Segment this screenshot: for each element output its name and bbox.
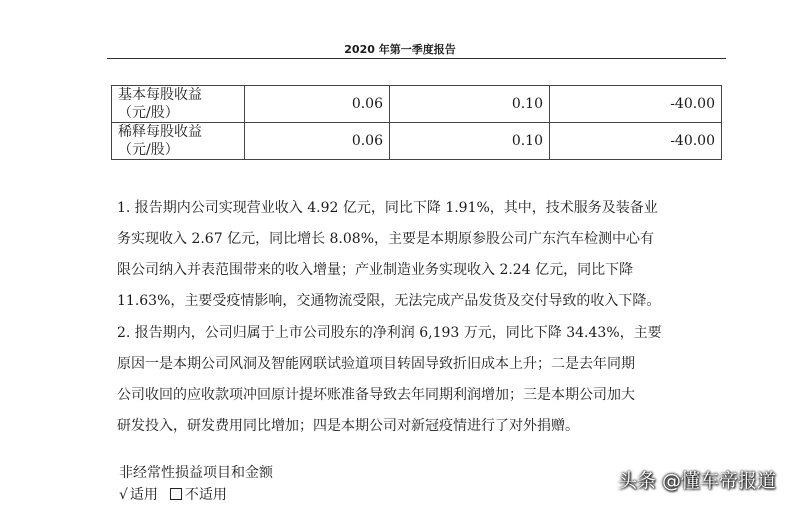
table-row [112,123,722,160]
paragraph-line: 1. 报告期内公司实现营业收入 4.92 亿元，同比下降 1.91%，其中，技术服务及装备业 [117,200,658,216]
option-applicable-label: 适用 [129,487,158,503]
row-label [112,123,245,160]
row-label-line: 稀释每股收益 [118,124,202,140]
paragraph-net-profit [117,318,722,442]
paragraph-line: 限公司纳入并表范围带来的收入增量；产业制造业务实现收入 2.24 亿元，同比下降 [117,262,634,278]
current-period-value: 0.06 [245,123,390,160]
non-recurring-title: 非经常性损益项目和金额 [119,465,273,481]
row-label-unit: （元/股） [118,105,179,121]
prior-period-value: 0.10 [390,123,550,160]
empty-checkbox-icon [170,488,182,500]
option-not-applicable-label: 不适用 [184,487,227,503]
header-divider [107,58,726,59]
row-label-unit: （元/股） [118,142,179,158]
eps-table [111,85,722,160]
row-label-line: 基本每股收益 [118,87,202,103]
paragraph-line: 原因一是本期公司风洞及智能网联试验道项目转固导致折旧成本上升；二是去年同期 [117,356,635,372]
prior-period-value: 0.10 [390,86,550,123]
current-period-value: 0.06 [245,86,390,123]
change-percent-value: -40.00 [550,86,722,123]
paragraph-line: 务实现收入 2.67 亿元，同比增长 8.08%，主要是本期原参股公司广东汽车检测中心有 [117,231,654,247]
paragraph-line: 2. 报告期内，公司归属于上市公司股东的净利润 6,193 万元，同比下降 34.43%，主要 [117,325,662,341]
paragraph-line: 11.63%，主要受疫情影响，交通物流受限，无法完成产品发货及交付导致的收入下降。 [117,293,661,309]
paragraph-revenue [117,193,722,317]
applicability-options [119,484,227,504]
paragraph-line: 研发投入，研发费用同比增加；四是本期公司对新冠疫情进行了对外捐赠。 [117,418,579,434]
row-label [112,86,245,123]
table-row [112,86,722,123]
report-header-title: 2020 年第一季度报告 [344,43,456,56]
check-mark-icon: √ [119,487,128,503]
watermark: 头条 @懂车帝报道 [618,470,777,492]
paragraph-line: 公司收回的应收款项冲回原计提坏账准备导致去年同期利润增加；三是本期公司加大 [117,387,635,403]
change-percent-value: -40.00 [550,123,722,160]
